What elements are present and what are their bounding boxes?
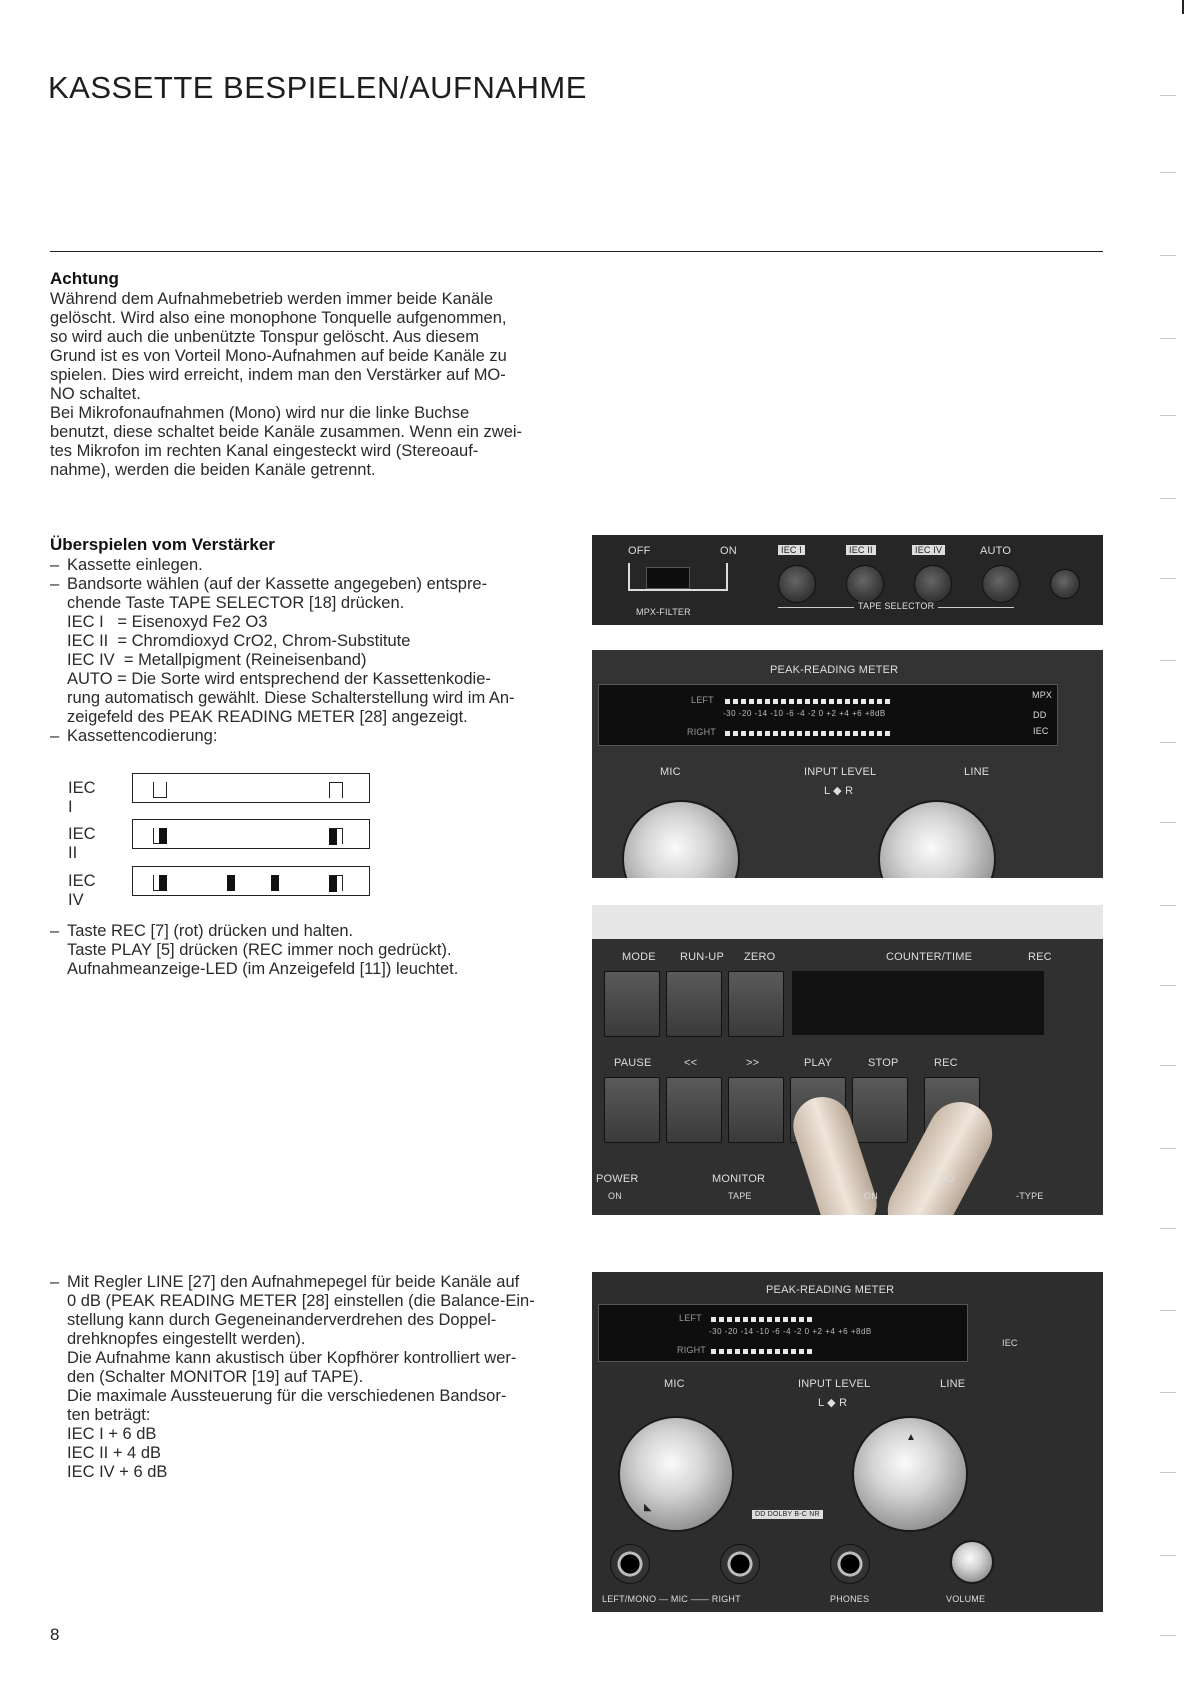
achtung-line: nahme), werden die beiden Kanäle getrennt.: [50, 461, 376, 479]
achtung-line: Während dem Aufnahmebetrieb werden immer beide Kanäle: [50, 290, 494, 308]
volume-knob[interactable]: [950, 1540, 994, 1584]
photo-level-setting: [592, 1272, 1103, 1612]
step-level-cont: 0 dB (PEAK READING METER [28] einstellen (die Balance-Ein-: [67, 1292, 535, 1310]
label-pause: PAUSE: [614, 1057, 652, 1069]
tape-selector-iec1-button[interactable]: [778, 565, 816, 603]
achtung-line: spielen. Dies wird erreicht, indem man den Verstärker auf MO-: [50, 366, 506, 384]
achtung-line: tes Mikrofon im rechten Kanal eingesteckt wird (Stereoauf-: [50, 442, 479, 460]
mic-level-knob[interactable]: [622, 800, 740, 878]
label-rewind: <<: [684, 1057, 698, 1069]
label-iec1: IEC I: [778, 545, 805, 555]
label-zero: ZERO: [744, 951, 776, 963]
label-input-level: INPUT LEVEL: [804, 766, 877, 778]
mode-button[interactable]: [604, 971, 660, 1037]
label-tape-selector: TAPE SELECTOR: [854, 601, 938, 611]
knob-pointer-icon: ◣: [644, 1502, 652, 1513]
meter-right-label: RIGHT: [687, 727, 716, 737]
meter-left-bar: [725, 699, 891, 704]
iec-indicator: IEC: [1002, 1338, 1018, 1348]
tape-selector-auto-button[interactable]: [982, 565, 1020, 603]
tape-type-line: zeigefeld des PEAK READING METER [28] angezeigt.: [67, 708, 468, 726]
corner-mark: [1182, 0, 1184, 14]
photo-tape-selector: [592, 535, 1103, 625]
pause-button[interactable]: [604, 1077, 660, 1143]
meter-scale: -30 -20 -14 -10 -6 -4 -2 0 +2 +4 +6 +8dB: [709, 1327, 872, 1336]
label-volume: VOLUME: [946, 1594, 986, 1604]
label-off: OFF: [628, 545, 651, 557]
tape-type-line: rung automatisch gewählt. Diese Schalterstellung wird im An-: [67, 689, 515, 707]
step-insert-cassette: – Kassette einlegen.: [50, 556, 565, 575]
screw-icon: [1050, 569, 1080, 599]
notch-right: [329, 782, 343, 798]
tape-selector-iec2-button[interactable]: [846, 565, 884, 603]
meter-display: [598, 684, 1058, 746]
dolby-badge: DD DOLBY B-C NR: [752, 1510, 823, 1519]
step-record-block: [50, 922, 565, 979]
label-power: POWER: [596, 1173, 639, 1185]
rewind-button[interactable]: [666, 1077, 722, 1143]
label-stop: STOP: [868, 1057, 899, 1069]
coding-bar: [271, 875, 279, 891]
photo-transport-controls: [592, 905, 1103, 1215]
notch-right: [329, 875, 343, 891]
counter-display: [792, 971, 1044, 1035]
notch-right: [329, 828, 343, 844]
label-lr: L ◆ R: [824, 785, 854, 797]
meter-title: PEAK-READING METER: [770, 664, 899, 676]
notch-fill: [329, 876, 337, 892]
label-fast-forward: >>: [746, 1057, 760, 1069]
achtung-line: Grund ist es von Vorteil Mono-Aufnahmen auf beide Kanäle zu: [50, 347, 507, 365]
step-level-cont: Die Aufnahme kann akustisch über Kopfhörer kontrolliert wer-: [67, 1349, 517, 1367]
label-counter-time: COUNTER/TIME: [886, 951, 973, 963]
ueberspielen-section: [50, 535, 565, 746]
achtung-heading: Achtung: [50, 269, 119, 288]
label-phones: PHONES: [830, 1594, 870, 1604]
label-type: -TYPE: [1016, 1191, 1044, 1201]
notch-left: [153, 782, 167, 798]
max-level-line: IEC II + 4 dB: [67, 1444, 162, 1462]
cassette-coding-box: [132, 866, 370, 896]
step-level-cont: ten beträgt:: [67, 1406, 151, 1424]
notch-fill: [159, 875, 167, 891]
label-line: LINE: [964, 766, 990, 778]
achtung-section: [50, 269, 565, 480]
achtung-line: gelöscht. Wird also eine monophone Tonquelle aufgenommen,: [50, 309, 507, 327]
step-cassette-coding: – Kassettencodierung:: [50, 727, 565, 746]
mpx-indicator: MPX: [1032, 690, 1053, 700]
iec-indicator: IEC: [1033, 726, 1049, 736]
notch-left: [153, 828, 167, 844]
ueberspielen-heading: Überspielen vom Verstärker: [50, 535, 275, 554]
label-monitor: MONITOR: [712, 1173, 766, 1185]
label-mpx-filter: MPX-FILTER: [636, 607, 691, 617]
phones-jack[interactable]: [830, 1544, 870, 1584]
meter-right-bar: [711, 1349, 815, 1354]
tape-type-line: IEC IV = Metallpigment (Reineisenband): [67, 651, 367, 669]
knob-pointer-icon: ▲: [906, 1432, 916, 1443]
label-line: LINE: [940, 1378, 966, 1390]
step-select-tape: – Bandsorte wählen (auf der Kassette angegeben) entspre-: [50, 575, 565, 594]
fast-forward-button[interactable]: [728, 1077, 784, 1143]
achtung-line: Bei Mikrofonaufnahmen (Mono) wird nur die linke Buchse: [50, 404, 470, 422]
step-select-tape-cont: chende Taste TAPE SELECTOR [18] drücken.: [67, 594, 405, 612]
mic-right-jack[interactable]: [720, 1544, 760, 1584]
meter-left-label: LEFT: [679, 1313, 702, 1323]
section-divider: [50, 251, 1103, 252]
label-rec-indicator: REC: [1028, 951, 1052, 963]
label-dolby-partial: DO: [938, 1173, 955, 1185]
photo-peak-meter: [592, 650, 1103, 878]
cassette-coding-box: [132, 819, 370, 849]
step-level-cont: drehknopfes eingestellt werden).: [67, 1330, 306, 1348]
label-mic: MIC: [660, 766, 681, 778]
label-power-on: ON: [608, 1191, 622, 1201]
step-record: – Taste REC [7] (rot) drücken und halten.: [50, 922, 565, 941]
meter-left-label: LEFT: [691, 695, 714, 705]
meter-display: [598, 1304, 968, 1362]
step-level-cont: stellung kann durch Gegeneinanderverdrehen des Doppel-: [67, 1311, 497, 1329]
meter-scale: -30 -20 -14 -10 -6 -4 -2 0 +2 +4 +6 +8dB: [723, 709, 886, 718]
meter-left-bar: [711, 1317, 815, 1322]
step-level: – Mit Regler LINE [27] den Aufnahmepegel für beide Kanäle auf: [50, 1273, 565, 1292]
stop-button[interactable]: [852, 1077, 908, 1143]
meter-right-bar: [725, 731, 891, 736]
step-level-cont: den (Schalter MONITOR [19] auf TAPE).: [67, 1368, 364, 1386]
label-lr: L ◆ R: [818, 1397, 848, 1409]
achtung-line: benutzt, diese schaltet beide Kanäle zusammen. Wenn ein zwei-: [50, 423, 523, 441]
line-level-knob[interactable]: [878, 800, 996, 878]
notch-fill: [159, 828, 167, 844]
label-input-level: INPUT LEVEL: [798, 1378, 871, 1390]
line-level-knob[interactable]: [852, 1416, 968, 1532]
photo-top-bright: [592, 905, 1103, 939]
tape-type-line: IEC II = Chromdioxyd CrO2, Chrom-Substitute: [67, 632, 411, 650]
step-level-cont: Die maximale Aussteuerung für die verschiedenen Bandsor-: [67, 1387, 507, 1405]
step-record-cont: Taste PLAY [5] drücken (REC immer noch gedrückt).: [67, 941, 452, 959]
notch-left: [153, 875, 167, 891]
mic-level-knob[interactable]: [618, 1416, 734, 1532]
label-run-up: RUN-UP: [680, 951, 724, 963]
tape-selector-iec4-button[interactable]: [914, 565, 952, 603]
achtung-line: NO schaltet.: [50, 385, 141, 403]
mic-left-jack[interactable]: [610, 1544, 650, 1584]
page-number: 8: [50, 1625, 60, 1644]
label-rec: REC: [934, 1057, 958, 1069]
meter-right-label: RIGHT: [677, 1345, 706, 1355]
coding-label: IEC II: [68, 825, 96, 862]
label-play: PLAY: [804, 1057, 833, 1069]
label-left-mono-mic-right: LEFT/MONO — MIC —— RIGHT: [602, 1594, 741, 1604]
coding-label: IEC IV: [68, 872, 96, 909]
label-mic: MIC: [664, 1378, 685, 1390]
max-level-line: IEC I + 6 dB: [67, 1425, 157, 1443]
max-level-line: IEC IV + 6 dB: [67, 1463, 168, 1481]
achtung-line: so wird auch die unbenützte Tonspur gelöscht. Aus diesem: [50, 328, 479, 346]
margin-ticks: [1158, 0, 1176, 1683]
coding-bar: [227, 875, 235, 891]
label-iec2: IEC II: [846, 545, 876, 555]
dolby-indicator: DD: [1033, 710, 1047, 720]
label-monitor-tape: TAPE: [728, 1191, 752, 1201]
step-level-block: [50, 1273, 565, 1482]
mpx-switch: [646, 567, 690, 589]
tape-type-line: IEC I = Eisenoxyd Fe2 O3: [67, 613, 268, 631]
notch-fill: [329, 829, 337, 845]
zero-button[interactable]: [728, 971, 784, 1037]
label-iec4: IEC IV: [912, 545, 945, 555]
step-record-cont: Aufnahmeanzeige-LED (im Anzeigefeld [11]) leuchtet.: [67, 960, 459, 978]
label-mode: MODE: [622, 951, 656, 963]
label-auto: AUTO: [980, 545, 1012, 557]
coding-label: IEC I: [68, 779, 96, 816]
cassette-coding-box: [132, 773, 370, 803]
page-title: KASSETTE BESPIELEN/AUFNAHME: [48, 70, 587, 105]
run-up-button[interactable]: [666, 971, 722, 1037]
tape-type-line: AUTO = Die Sorte wird entsprechend der Kassettenkodie-: [67, 670, 491, 688]
label-on: ON: [720, 545, 737, 557]
meter-title: PEAK-READING METER: [766, 1284, 895, 1296]
label-dolby-on: ON: [864, 1191, 878, 1201]
